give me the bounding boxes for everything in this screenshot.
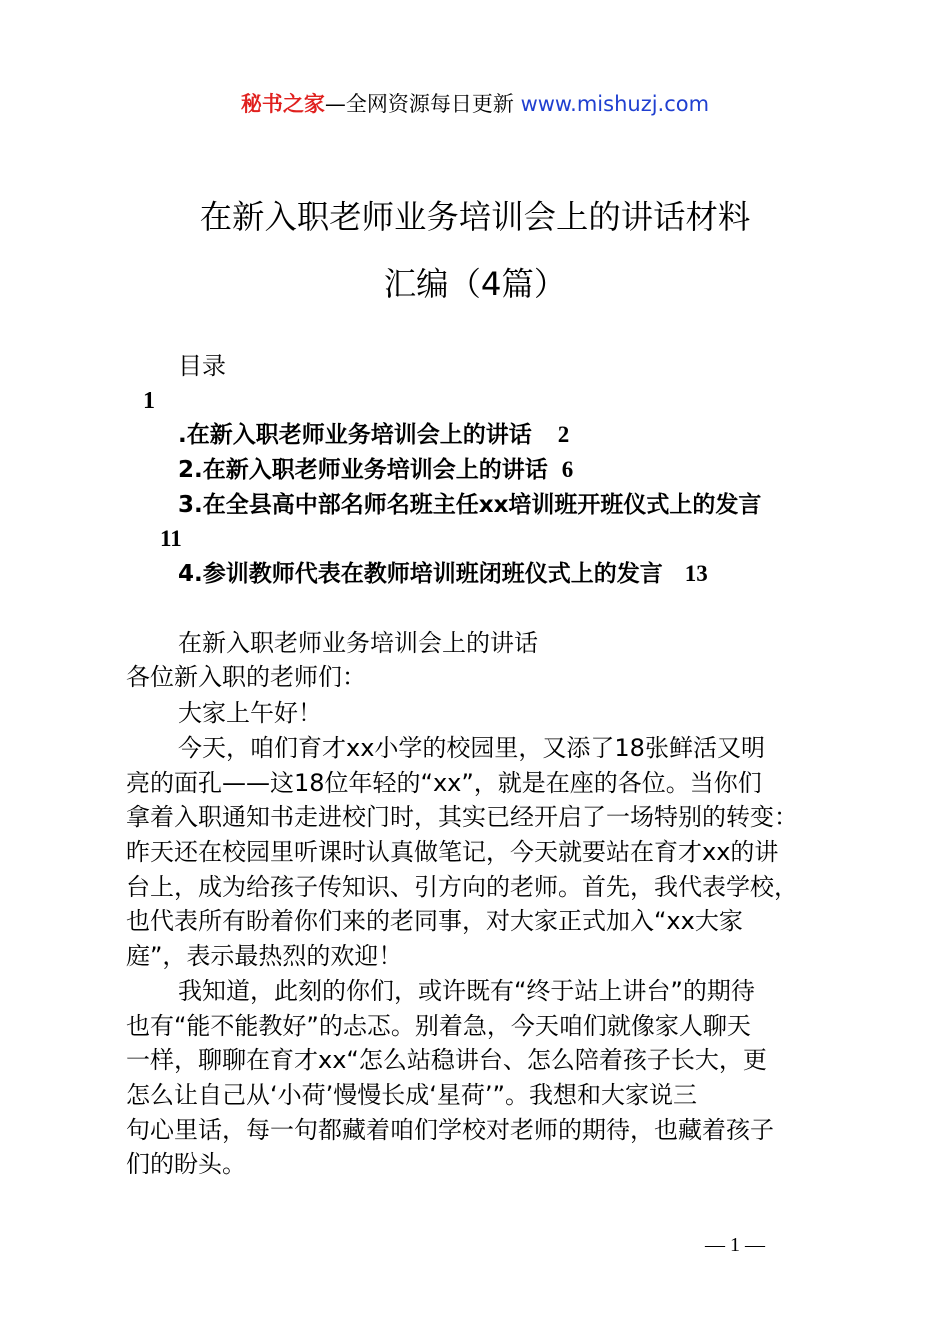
toc-item-text: 4.参训教师代表在教师培训班闭班仪式上的发言 bbox=[178, 561, 663, 587]
toc-stray-number: 1 bbox=[143, 388, 155, 414]
paragraph-line: 亮的面孔——这18位年轻的“xx”，就是在座的各位。当你们 bbox=[126, 769, 762, 797]
salutation: 各位新入职的老师们： bbox=[126, 663, 366, 691]
toc-item-page: 2 bbox=[557, 422, 570, 447]
toc-item-text: 2.在新入职老师业务培训会上的讲话 bbox=[178, 457, 548, 483]
paragraph-line: 也有“能不能教好”的忐忑。别着急，今天咱们就像家人聊天 bbox=[126, 1012, 751, 1040]
paragraph-line: 也代表所有盼着你们来的老同事，对大家正式加入“xx大家 bbox=[126, 907, 743, 935]
toc-item-page: 13 bbox=[684, 561, 708, 586]
paragraph-line: 拿着入职通知书走进校门时，其实已经开启了一场特别的转变： bbox=[126, 803, 798, 831]
toc-heading: 目录 bbox=[178, 352, 226, 380]
greeting: 大家上午好！ bbox=[178, 699, 322, 727]
document-title-line1: 在新入职老师业务培训会上的讲话材料 bbox=[199, 198, 751, 236]
toc-item-text: 3.在全县高中部名师名班主任xx培训班开班仪式上的发言 bbox=[178, 492, 762, 518]
header-tagline: —全网资源每日更新 bbox=[324, 92, 514, 116]
brand-name: 秘书之家 bbox=[240, 92, 325, 116]
toc-item[interactable] bbox=[178, 455, 573, 485]
page-number: — 1 — bbox=[705, 1234, 765, 1256]
toc-item-page: 11 bbox=[160, 526, 182, 551]
toc-item[interactable] bbox=[178, 559, 708, 589]
site-header bbox=[0, 88, 950, 118]
paragraph-line: 今天，咱们育才xx小学的校园里，又添了18张鲜活又明 bbox=[178, 734, 765, 762]
paragraph-line: 们的盼头。 bbox=[126, 1150, 246, 1178]
paragraph-line: 一样，聊聊在育才xx“怎么站稳讲台、怎么陪着孩子长大，更 bbox=[126, 1046, 767, 1074]
document-title-line2: 汇编（4篇） bbox=[383, 265, 567, 303]
paragraph-line: 台上，成为给孩子传知识、引方向的老师。首先，我代表学校， bbox=[126, 873, 798, 901]
toc-item[interactable] bbox=[178, 420, 569, 450]
paragraph-line: 怎么让自己从‘小荷’慢慢长成‘星荷’”。我想和大家说三 bbox=[126, 1081, 697, 1109]
site-url[interactable]: www.mishuzj.com bbox=[520, 92, 710, 116]
paragraph-line: 句心里话，每一句都藏着咱们学校对老师的期待，也藏着孩子 bbox=[126, 1116, 774, 1144]
toc-item-page: 6 bbox=[561, 457, 574, 482]
paragraph-line: 昨天还在校园里听课时认真做笔记，今天就要站在育才xx的讲 bbox=[126, 838, 779, 866]
paragraph-line: 我知道，此刻的你们，或许既有“终于站上讲台”的期待 bbox=[178, 977, 755, 1005]
section-title: 在新入职老师业务培训会上的讲话 bbox=[178, 629, 538, 657]
paragraph-line: 庭”，表示最热烈的欢迎！ bbox=[126, 942, 403, 970]
toc-item[interactable] bbox=[178, 490, 761, 520]
toc-item-text: .在新入职老师业务培训会上的讲话 bbox=[178, 422, 532, 448]
